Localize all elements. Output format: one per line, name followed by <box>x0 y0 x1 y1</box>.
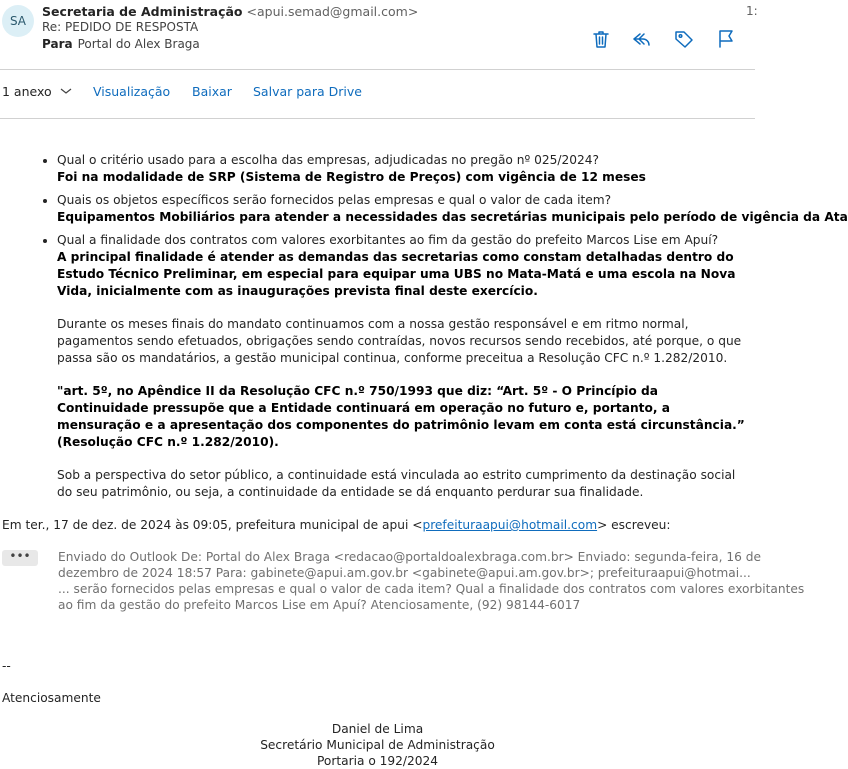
answer: Foi na modalidade de SRP (Sistema de Registro de Preços) com vigência de 12 meses <box>57 170 646 184</box>
sender-name: Secretaria de Administração <box>42 4 243 19</box>
answer: A principal finalidade é atender as demandas das secretarias como constam detalhadas dentro do Estudo Técnico Preliminar, em especial para equipar uma UBS no Mata-Matá e uma escola na Nova Vida, inicialmente com as inaugurações prevista final deste exercício. <box>57 250 736 298</box>
quote-paragraph: "art. 5º, no Apêndice II da Resolução CFC n.º 750/1993 que diz: “Art. 5º - O Princípio da Continuidade pressupõe que a Entidade continuará em operação no futuro e, portanto, a mensuração e a apresentação dos componentes do patrimônio levam em conta está circunstância.” (Resolução CFC n.º 1.282/2010). <box>57 384 745 449</box>
download-link[interactable]: Baixar <box>192 84 232 99</box>
reply-email-link[interactable]: prefeituraapui@hotmail.com <box>422 518 598 532</box>
to-label: Para <box>42 37 73 51</box>
quoted-line: ao fim da gestão do prefeito Marcos Lise em Apuí? Atenciosamente, (92) 98144-6017 <box>58 598 581 612</box>
paragraph: Sob a perspectiva do setor público, a continuidade está vinculada ao estrito cumprimento da destinação social do seu patrimônio, ou seja, a continuidade da entidade se dá enquanto perdurar sua finalidade. <box>57 468 736 499</box>
message-body <box>0 152 848 501</box>
sender[interactable] <box>42 4 418 19</box>
flag-button[interactable] <box>715 28 737 50</box>
list-item <box>57 192 848 226</box>
list-item <box>57 152 755 186</box>
categorize-button[interactable] <box>673 28 695 50</box>
reply-suffix: > escreveu: <box>597 518 671 532</box>
signature-role: Secretário Municipal de Administração <box>260 738 495 752</box>
quoted-line: ... serão fornecidos pelas empresas e qual o valor de cada item? Qual a finalidade dos contratos com valores exorbitantes <box>58 582 805 596</box>
chevron-down-icon <box>60 86 72 96</box>
tag-icon <box>673 28 695 50</box>
signature-block <box>200 721 555 769</box>
preview-link[interactable]: Visualização <box>93 84 171 99</box>
paragraph: Durante os meses finais do mandato continuamos com a nossa gestão responsável e em ritmo normal, pagamentos sendo efetuados, obrigações sendo contraídas, novos recursos sendo recebidos, até porque, o que passa são os mandatários, a gestão municipal continua, conforme preceitua a Resolução CFC n.º 1.282/2010. <box>57 317 742 365</box>
delete-button[interactable] <box>590 28 612 50</box>
trash-icon <box>590 28 612 50</box>
attachment-bar <box>0 84 755 102</box>
sender-email: <apui.semad@gmail.com> <box>246 4 419 19</box>
to-value[interactable]: Portal do Alex Braga <box>77 37 200 51</box>
question: • Quais os objetos específicos serão fornecidos pelas empresas e qual o valor de cada item? <box>57 193 612 207</box>
divider <box>0 69 755 70</box>
reply-button[interactable] <box>631 28 653 50</box>
quoted-text-preview[interactable] <box>58 549 805 613</box>
flag-icon <box>715 28 737 50</box>
divider <box>0 118 755 119</box>
signature-closing: Atenciosamente <box>2 691 101 705</box>
question: • Qual a finalidade dos contratos com valores exorbitantes ao fim da gestão do prefeito Marcos Lise em Apuí? <box>57 233 719 247</box>
signature-name: Daniel de Lima <box>331 722 424 736</box>
show-quoted-button[interactable]: ••• <box>2 550 38 566</box>
quoted-line: Enviado do Outlook De: Portal do Alex Braga <redacao@portaldoalexbraga.com.br> Enviado: segunda-feira, 16 de <box>58 550 761 564</box>
list-item <box>57 232 755 300</box>
answer: Equipamentos Mobiliários para atender a necessidades das secretárias municipais pelo período de vigência da Ata <box>57 210 848 224</box>
reply-icon <box>631 28 653 50</box>
attachment-count: 1 anexo <box>2 84 52 99</box>
reply-attribution <box>2 518 671 532</box>
subject: Re: PEDIDO DE RESPOSTA <box>42 20 199 34</box>
reply-prefix: Em ter., 17 de dez. de 2024 às 09:05, prefeitura municipal de apui < <box>2 518 423 532</box>
avatar[interactable]: SA <box>2 5 34 37</box>
signature-separator: -- <box>2 659 11 673</box>
message-header <box>0 0 758 70</box>
question: • Qual o critério usado para a escolha das empresas, adjudicadas no pregão nº 025/2024? <box>57 153 599 167</box>
recipients <box>42 37 200 51</box>
quoted-line: dezembro de 2024 18:57 Para: gabinete@apui.am.gov.br <gabinete@apui.am.gov.br>; prefeituraapui@hotmai... <box>58 566 751 580</box>
attachment-count-toggle[interactable] <box>2 84 72 99</box>
save-to-drive-link[interactable]: Salvar para Drive <box>253 84 362 99</box>
signature-ordinance: Portaria o 192/2024 <box>316 754 439 768</box>
timestamp: 1: <box>746 4 758 18</box>
qa-list <box>0 152 848 300</box>
